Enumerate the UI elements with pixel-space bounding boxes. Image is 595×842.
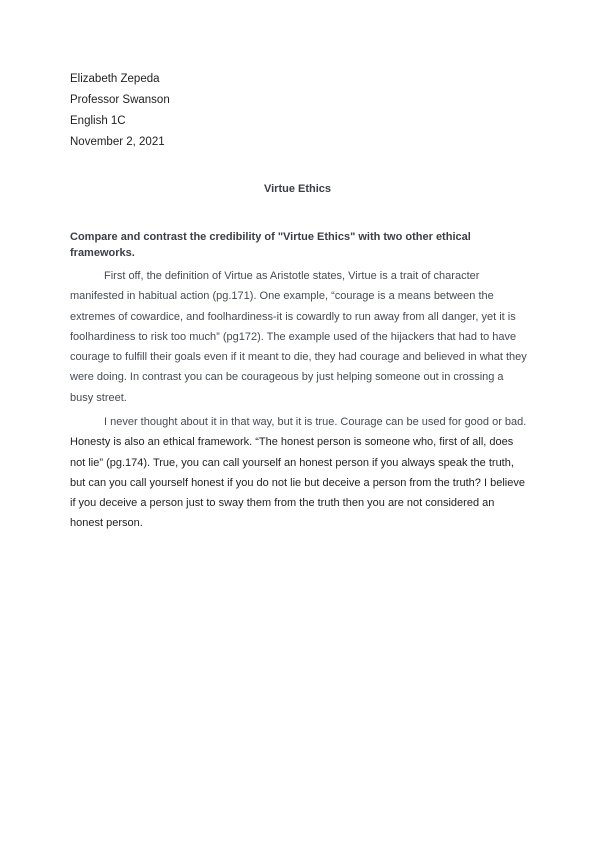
paragraph-2-lead: I never thought about it in that way, but it is true. Courage can be used for good or bad.: [104, 416, 527, 428]
paragraph-2-rest: Honesty is also an ethical framework. “The honest person is someone who, first of all, does not lie” (pg.174). True, you can call yourself an honest person if you always speak the truth, but can you call yourself honest if you do not lie but deceive a person from the truth? I believe if you deceive a person just to sway them from the truth then you are not considered an honest person.: [70, 436, 525, 530]
header-block: [70, 69, 370, 153]
paragraph-1: First off, the definition of Virtue as Aristotle states, Virtue is a trait of character manifested in habitual action (pg.171). One example, “courage is a means between the extremes of cowardice, and foolhardiness-it is cowardly to run away from all danger, yet it is foolhardiness to risk too much” (pg172). The example used of the hijackers that had to have courage to fulfill their goals even if it meant to die, they had courage and believed in what they were doing. In contrast you can be courageous by just helping someone out in crossing a busy street.: [70, 270, 527, 404]
student-name: Elizabeth Zepeda: [70, 73, 160, 85]
paragraph-2: [70, 412, 528, 534]
document-title: Virtue Ethics: [263, 183, 332, 195]
document-date: November 2, 2021: [70, 136, 165, 148]
essay-question: Compare and contrast the credibility of "Virtue Ethics" with two other ethical frameworks.: [70, 231, 471, 259]
course-name: English 1C: [70, 115, 126, 127]
professor-name: Professor Swanson: [70, 94, 170, 106]
